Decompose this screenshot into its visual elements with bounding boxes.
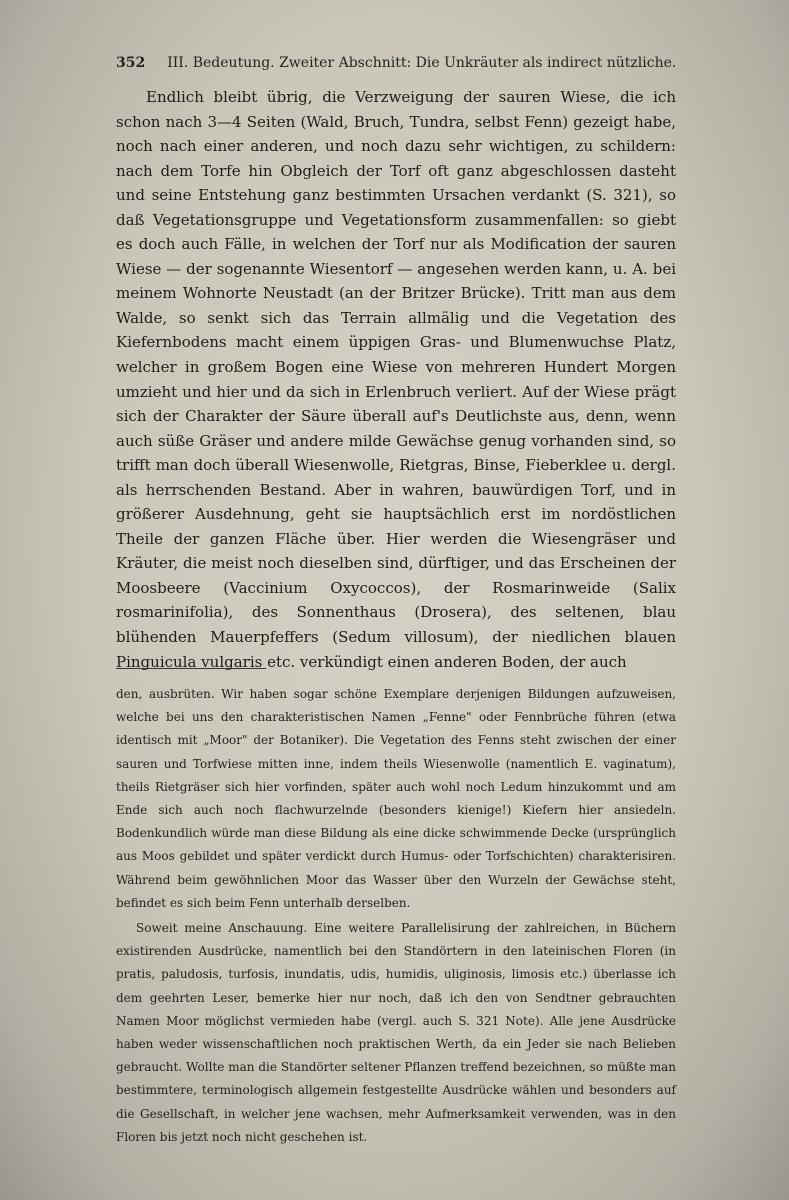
body-paragraph: Endlich bleibt übrig, die Verzweigung der sauren Wiese, die ich schon nach 3—4 Seiten (Wald, Bruch, Tundra, selbst Fenn) gezeigt habe, noch nach einer anderen, und noch dazu sehr wichtigen, zu schildern: nach dem Torfe hin Obgleich der Torf oft ganz abgeschlossen dasteht und seine Entstehung ganz bestimmten Ursachen verdankt (S. 321), so daß Vegetationsgruppe und Vegetationsform zusammenfallen: so giebt es doch auch Fälle, in welchen der Torf nur als Modification der sauren Wiese — der sogenannte Wiesentorf — angesehen werden kann, u. A. bei meinem Wohnorte Neustadt (an der Britzer Brücke). Tritt man aus dem Walde, so senkt sich das Terrain allmälig und die Vegetation des Kiefernbodens macht einem üppigen Gras- und Blumenwuchse Platz, welcher in großem Bogen eine Wiese von mehreren Hundert Morgen umzieht und hier und da sich in Erlenbruch verliert. Auf der Wiese prägt sich der Charakter der Säure überall auf's Deutlichste aus, denn, wenn auch süße Gräser und andere milde Gewächse genug vorhanden sind, so trifft man doch überall Wiesenwolle, Rietgras, Binse, Fieberklee u. dergl. als herrschenden Bestand. Aber in wahren, bauwürdigen Torf, und in größerer Ausdehnung, geht sie hauptsächlich erst im nordöstlichen Theile der ganzen Fläche über. Hier werden die Wiesengräser und Kräuter, die meist noch dieselben sind, dürftiger, und das Erscheinen der Moosbeere (Vaccinium Oxycoccos), der Rosmarinweide (Salix rosmarinifolia), des Sonnenthaus (Drosera), des seltenen, blau blühenden Mauerpfeffers (Sedum villosum), der niedlichen blauen Pinguicula vulgaris etc. verkündigt einen anderen Boden, der auch [116,88,676,671]
page-number: 352 [116,55,146,71]
main-text [116,85,676,674]
footnote-separator [116,668,266,669]
footnotes [116,683,676,1149]
running-header [116,55,676,71]
footnote-paragraph: Soweit meine Anschauung. Eine weitere Parallelisirung der zahlreichen, in Büchern existirenden Ausdrücke, namentlich bei den Standörtern in den lateinischen Floren (in pratis, paludosis, turfosis, inundatis, udis, humidis, uliginosis, limosis etc.) überlasse ich dem geehrten Leser, bemerke hier nur noch, daß ich den von Sendtner gebrauchten Namen Moor möglichst vermieden habe (vergl. auch S. 321 Note). Alle jene Ausdrücke haben weder wissenschaftlichen noch praktischen Werth, da ein Jeder sie nach Belieben gebraucht. Wollte man die Standörter seltener Pflanzen treffend bezeichnen, so müßte man bestimmtere, terminologisch allgemein festgestellte Ausdrücke wählen und besonders auf die Gesellschaft, in welcher jene wachsen, mehr Aufmerksamkeit verwenden, was in den Floren bis jetzt noch nicht geschehen ist. [116,921,676,1144]
footnote-continuation: den, ausbrüten. Wir haben sogar schöne Exemplare derjenigen Bildungen aufzuweisen, welche bei uns den charakteristischen Namen „Fenne" oder Fennbrüche führen (etwa identisch mit „Moor" der Botaniker). Die Vegetation des Fenns steht zwischen der einer sauren und Torfwiese mitten inne, indem theils Wiesenwolle (namentlich E. vaginatum), theils Rietgräser sich hier vorfinden, später auch wohl noch Ledum hinzukommt und am Ende sich auch noch flachwurzelnde (besonders kienige!) Kiefern hier ansiedeln. Bodenkundlich würde man diese Bildung als eine dicke schwimmende Decke (ursprünglich aus Moos gebildet und später verdickt durch Humus- oder Torfschichten) charakterisiren. Während beim gewöhnlichen Moor das Wasser über den Wurzeln der Gewächse steht, befindet es sich beim Fenn unterhalb derselben. [116,687,676,910]
running-title: III. Bedeutung. Zweiter Abschnitt: Die Unkräuter als indirect nützliche. [167,55,677,71]
